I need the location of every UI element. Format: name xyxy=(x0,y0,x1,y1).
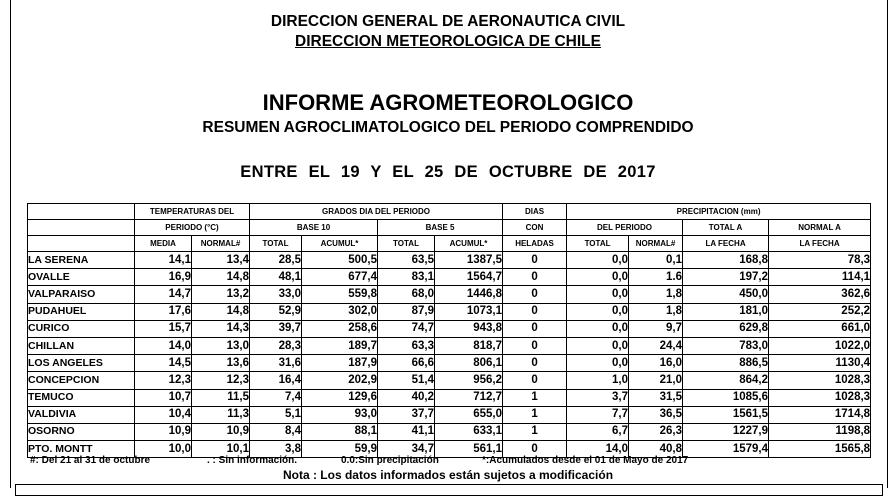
station-cell: CURICO xyxy=(28,320,135,337)
disclaimer-note: Nota : Los datos informados están sujetos a modificación xyxy=(282,468,614,482)
precip-normal-cell: 0,1 xyxy=(629,252,683,269)
temp-media-cell: 10,9 xyxy=(135,423,192,440)
col-normal: NORMAL# xyxy=(192,236,250,252)
frost-days-cell: 1 xyxy=(503,423,567,440)
department-name: DIRECCION METEOROLOGICA DE CHILE xyxy=(295,33,601,50)
station-cell: TEMUCO xyxy=(28,389,135,406)
precip-total-cell: 3,7 xyxy=(567,389,629,406)
temp-media-cell: 16,9 xyxy=(135,269,192,286)
gd10-acumul-cell: 189,7 xyxy=(302,337,378,354)
frost-days-cell: 0 xyxy=(503,320,567,337)
precip-normal-to-date-cell: 252,2 xyxy=(769,303,871,320)
temp-normal-cell: 13,0 xyxy=(192,337,250,354)
precip-total-cell: 6,7 xyxy=(567,423,629,440)
footnote-no-info: . : Sin información. xyxy=(207,455,298,466)
temp-media-cell: 10,4 xyxy=(135,406,192,423)
gd10-total-cell: 39,7 xyxy=(250,320,302,337)
gd5-total-cell: 66,6 xyxy=(378,355,435,372)
temp-normal-cell: 11,3 xyxy=(192,406,250,423)
frost-days-cell: 0 xyxy=(503,252,567,269)
temp-normal-cell: 14,8 xyxy=(192,303,250,320)
precip-normal-cell: 31,5 xyxy=(629,389,683,406)
gd5-total-cell: 74,7 xyxy=(378,320,435,337)
agro-summary-table xyxy=(27,203,871,458)
base10-header: BASE 10 xyxy=(250,220,378,236)
precip-normal-to-date-cell: 1028,3 xyxy=(769,389,871,406)
gd10-acumul-cell: 202,9 xyxy=(302,372,378,389)
table-row xyxy=(28,355,871,372)
frost-days-cell: 0 xyxy=(503,441,567,458)
temp-media-cell: 12,3 xyxy=(135,372,192,389)
gd10-total-cell: 16,4 xyxy=(250,372,302,389)
precip-normal-to-date-cell: 114,1 xyxy=(769,269,871,286)
station-cell: LA SERENA xyxy=(28,252,135,269)
frost-days-cell: 0 xyxy=(503,355,567,372)
gd5-total-cell: 83,1 xyxy=(378,269,435,286)
temp-normal-cell: 13,2 xyxy=(192,286,250,303)
precip-normal-cell: 1,8 xyxy=(629,303,683,320)
table-row xyxy=(28,441,871,458)
temp-media-cell: 15,7 xyxy=(135,320,192,337)
precip-normal-to-date-cell: 1198,8 xyxy=(769,423,871,440)
station-cell: VALDIVIA xyxy=(28,406,135,423)
station-cell: CHILLAN xyxy=(28,337,135,354)
table-row xyxy=(28,286,871,303)
table-row xyxy=(28,406,871,423)
precip-total-to-date-cell: 864,2 xyxy=(683,372,769,389)
precip-total-cell: 0,0 xyxy=(567,355,629,372)
precip-normal-cell: 21,0 xyxy=(629,372,683,389)
normal-to-date-header: NORMAL A xyxy=(769,220,871,236)
table-row xyxy=(28,320,871,337)
gd10-total-cell: 3,8 xyxy=(250,441,302,458)
table-row xyxy=(28,252,871,269)
precip-normal-to-date-cell: 1565,8 xyxy=(769,441,871,458)
precip-total-to-date-cell: 1085,6 xyxy=(683,389,769,406)
precip-total-to-date-cell: 1579,4 xyxy=(683,441,769,458)
gd10-total-cell: 48,1 xyxy=(250,269,302,286)
gd5-total-cell: 40,2 xyxy=(378,389,435,406)
gd5-acumul-cell: 1446,8 xyxy=(435,286,503,303)
temp-media-cell: 10,0 xyxy=(135,441,192,458)
gd5-acumul-cell: 818,7 xyxy=(435,337,503,354)
table-row xyxy=(28,423,871,440)
frost-days-cell: 0 xyxy=(503,303,567,320)
gd10-acumul-cell: 302,0 xyxy=(302,303,378,320)
temp-normal-cell: 10,1 xyxy=(192,441,250,458)
gd5-acumul-cell: 943,8 xyxy=(435,320,503,337)
frost-days-header-2: CON xyxy=(503,220,567,236)
gd5-total-cell: 37,7 xyxy=(378,406,435,423)
temp-media-cell: 14,7 xyxy=(135,286,192,303)
precip-total-to-date-cell: 886,5 xyxy=(683,355,769,372)
footnote-normal-period: #: Del 21 al 31 de octubre xyxy=(30,455,151,466)
precip-total-cell: 1,0 xyxy=(567,372,629,389)
temp-media-cell: 14,1 xyxy=(135,252,192,269)
precip-total-cell: 0,0 xyxy=(567,269,629,286)
precip-total-cell: 0,0 xyxy=(567,286,629,303)
gd5-acumul-cell: 806,1 xyxy=(435,355,503,372)
frost-days-cell: 0 xyxy=(503,286,567,303)
table-body xyxy=(28,252,871,458)
temperature-group-header: TEMPERATURAS DEL xyxy=(135,204,250,220)
station-cell: PUDAHUEL xyxy=(28,303,135,320)
gd10-total-cell: 5,1 xyxy=(250,406,302,423)
gd10-acumul-cell: 59,9 xyxy=(302,441,378,458)
precip-total-to-date-cell: 168,8 xyxy=(683,252,769,269)
frost-days-cell: 1 xyxy=(503,406,567,423)
gd5-acumul-cell: 1387,5 xyxy=(435,252,503,269)
precip-total-to-date-cell: 181,0 xyxy=(683,303,769,320)
base5-header: BASE 5 xyxy=(378,220,503,236)
station-cell: OVALLE xyxy=(28,269,135,286)
gd5-total-cell: 51,4 xyxy=(378,372,435,389)
temp-normal-cell: 12,3 xyxy=(192,372,250,389)
precip-normal-cell: 9,7 xyxy=(629,320,683,337)
temp-media-cell: 14,0 xyxy=(135,337,192,354)
col-precip-normal: NORMAL# xyxy=(629,236,683,252)
temp-normal-cell: 11,5 xyxy=(192,389,250,406)
bottom-box xyxy=(15,484,883,496)
precip-normal-cell: 16,0 xyxy=(629,355,683,372)
col-acumul-base5: ACUMUL* xyxy=(435,236,503,252)
gd10-total-cell: 33,0 xyxy=(250,286,302,303)
frost-days-cell: 0 xyxy=(503,337,567,354)
station-cell: LOS ANGELES xyxy=(28,355,135,372)
temperature-period-header: PERIODO (°C) xyxy=(135,220,250,236)
col-media: MEDIA xyxy=(135,236,192,252)
precip-normal-cell: 1,8 xyxy=(629,286,683,303)
temp-media-cell: 10,7 xyxy=(135,389,192,406)
precipitation-header: PRECIPITACION (mm) xyxy=(567,204,871,220)
precip-total-cell: 0,0 xyxy=(567,320,629,337)
gd5-total-cell: 34,7 xyxy=(378,441,435,458)
precip-total-to-date-cell: 450,0 xyxy=(683,286,769,303)
station-cell: PTO. MONTT xyxy=(28,441,135,458)
table-row xyxy=(28,372,871,389)
precip-normal-cell: 36,5 xyxy=(629,406,683,423)
gd10-acumul-cell: 500,5 xyxy=(302,252,378,269)
gd10-total-cell: 7,4 xyxy=(250,389,302,406)
gd5-acumul-cell: 561,1 xyxy=(435,441,503,458)
station-cell: VALPARAISO xyxy=(28,286,135,303)
gd10-acumul-cell: 677,4 xyxy=(302,269,378,286)
period-precip-header: DEL PERIODO xyxy=(567,220,683,236)
station-cell: OSORNO xyxy=(28,423,135,440)
gd5-acumul-cell: 712,7 xyxy=(435,389,503,406)
gd5-acumul-cell: 1073,1 xyxy=(435,303,503,320)
gd10-acumul-cell: 88,1 xyxy=(302,423,378,440)
precip-normal-to-date-cell: 1130,4 xyxy=(769,355,871,372)
gd5-acumul-cell: 655,0 xyxy=(435,406,503,423)
precip-total-to-date-cell: 783,0 xyxy=(683,337,769,354)
gd10-acumul-cell: 258,6 xyxy=(302,320,378,337)
table-row xyxy=(28,303,871,320)
precip-normal-to-date-cell: 1028,3 xyxy=(769,372,871,389)
precip-total-cell: 0,0 xyxy=(567,337,629,354)
gd10-total-cell: 31,6 xyxy=(250,355,302,372)
frost-days-cell: 0 xyxy=(503,269,567,286)
precip-normal-cell: 24,4 xyxy=(629,337,683,354)
gd5-total-cell: 68,0 xyxy=(378,286,435,303)
footnote-accumulated: *:Acumulados desde el 01 de Mayo de 2017 xyxy=(482,455,689,466)
precip-total-to-date-cell: 1227,9 xyxy=(683,423,769,440)
frost-days-header-3: HELADAS xyxy=(503,236,567,252)
frost-days-header: DIAS xyxy=(503,204,567,220)
precip-total-cell: 0,0 xyxy=(567,252,629,269)
temp-normal-cell: 14,8 xyxy=(192,269,250,286)
gd5-acumul-cell: 633,1 xyxy=(435,423,503,440)
gd10-acumul-cell: 559,8 xyxy=(302,286,378,303)
station-header xyxy=(28,204,135,220)
temp-media-cell: 17,6 xyxy=(135,303,192,320)
gd5-acumul-cell: 956,2 xyxy=(435,372,503,389)
gd10-acumul-cell: 93,0 xyxy=(302,406,378,423)
temp-normal-cell: 13,4 xyxy=(192,252,250,269)
report-title: INFORME AGROMETEOROLOGICO xyxy=(262,90,634,115)
col-acumul-base10: ACUMUL* xyxy=(302,236,378,252)
precip-normal-to-date-cell: 362,6 xyxy=(769,286,871,303)
precip-normal-to-date-cell: 78,3 xyxy=(769,252,871,269)
col-total-base5: TOTAL xyxy=(378,236,435,252)
gd5-total-cell: 87,9 xyxy=(378,303,435,320)
total-to-date-header: TOTAL A xyxy=(683,220,769,236)
temp-normal-cell: 14,3 xyxy=(192,320,250,337)
precip-total-cell: 7,7 xyxy=(567,406,629,423)
report-period: ENTRE EL 19 Y EL 25 DE OCTUBRE DE 2017 xyxy=(240,163,656,181)
table-row xyxy=(28,337,871,354)
gd5-total-cell: 41,1 xyxy=(378,423,435,440)
precip-normal-cell: 40,8 xyxy=(629,441,683,458)
gd10-total-cell: 28,3 xyxy=(250,337,302,354)
normal-to-date-header-2: LA FECHA xyxy=(769,236,871,252)
precip-total-cell: 0,0 xyxy=(567,303,629,320)
precip-total-cell: 14,0 xyxy=(567,441,629,458)
col-total-base10: TOTAL xyxy=(250,236,302,252)
precip-total-to-date-cell: 1561,5 xyxy=(683,406,769,423)
precip-total-to-date-cell: 197,2 xyxy=(683,269,769,286)
table-row xyxy=(28,269,871,286)
gd5-total-cell: 63,5 xyxy=(378,252,435,269)
gd10-total-cell: 28,5 xyxy=(250,252,302,269)
precip-total-to-date-cell: 629,8 xyxy=(683,320,769,337)
organization-name: DIRECCION GENERAL DE AERONAUTICA CIVIL xyxy=(270,13,626,30)
station-cell: CONCEPCION xyxy=(28,372,135,389)
temp-media-cell: 14,5 xyxy=(135,355,192,372)
temp-normal-cell: 10,9 xyxy=(192,423,250,440)
precip-normal-to-date-cell: 661,0 xyxy=(769,320,871,337)
precip-normal-to-date-cell: 1714,8 xyxy=(769,406,871,423)
report-subtitle: RESUMEN AGROCLIMATOLOGICO DEL PERIODO COMPRENDIDO xyxy=(202,119,694,136)
precip-normal-cell: 1.6 xyxy=(629,269,683,286)
gd5-total-cell: 63,3 xyxy=(378,337,435,354)
gd10-total-cell: 8,4 xyxy=(250,423,302,440)
precip-normal-cell: 26,3 xyxy=(629,423,683,440)
frost-days-cell: 1 xyxy=(503,389,567,406)
table-row xyxy=(28,389,871,406)
precip-normal-to-date-cell: 1022,0 xyxy=(769,337,871,354)
total-to-date-header-2: LA FECHA xyxy=(683,236,769,252)
gd5-acumul-cell: 1564,7 xyxy=(435,269,503,286)
col-precip-total: TOTAL xyxy=(567,236,629,252)
degree-days-header: GRADOS DIA DEL PERIODO xyxy=(250,204,503,220)
footnote-no-precip: 0.0:Sin precipitación xyxy=(341,455,439,466)
gd10-total-cell: 52,9 xyxy=(250,303,302,320)
gd10-acumul-cell: 129,6 xyxy=(302,389,378,406)
gd10-acumul-cell: 187,9 xyxy=(302,355,378,372)
frost-days-cell: 0 xyxy=(503,372,567,389)
temp-normal-cell: 13,6 xyxy=(192,355,250,372)
